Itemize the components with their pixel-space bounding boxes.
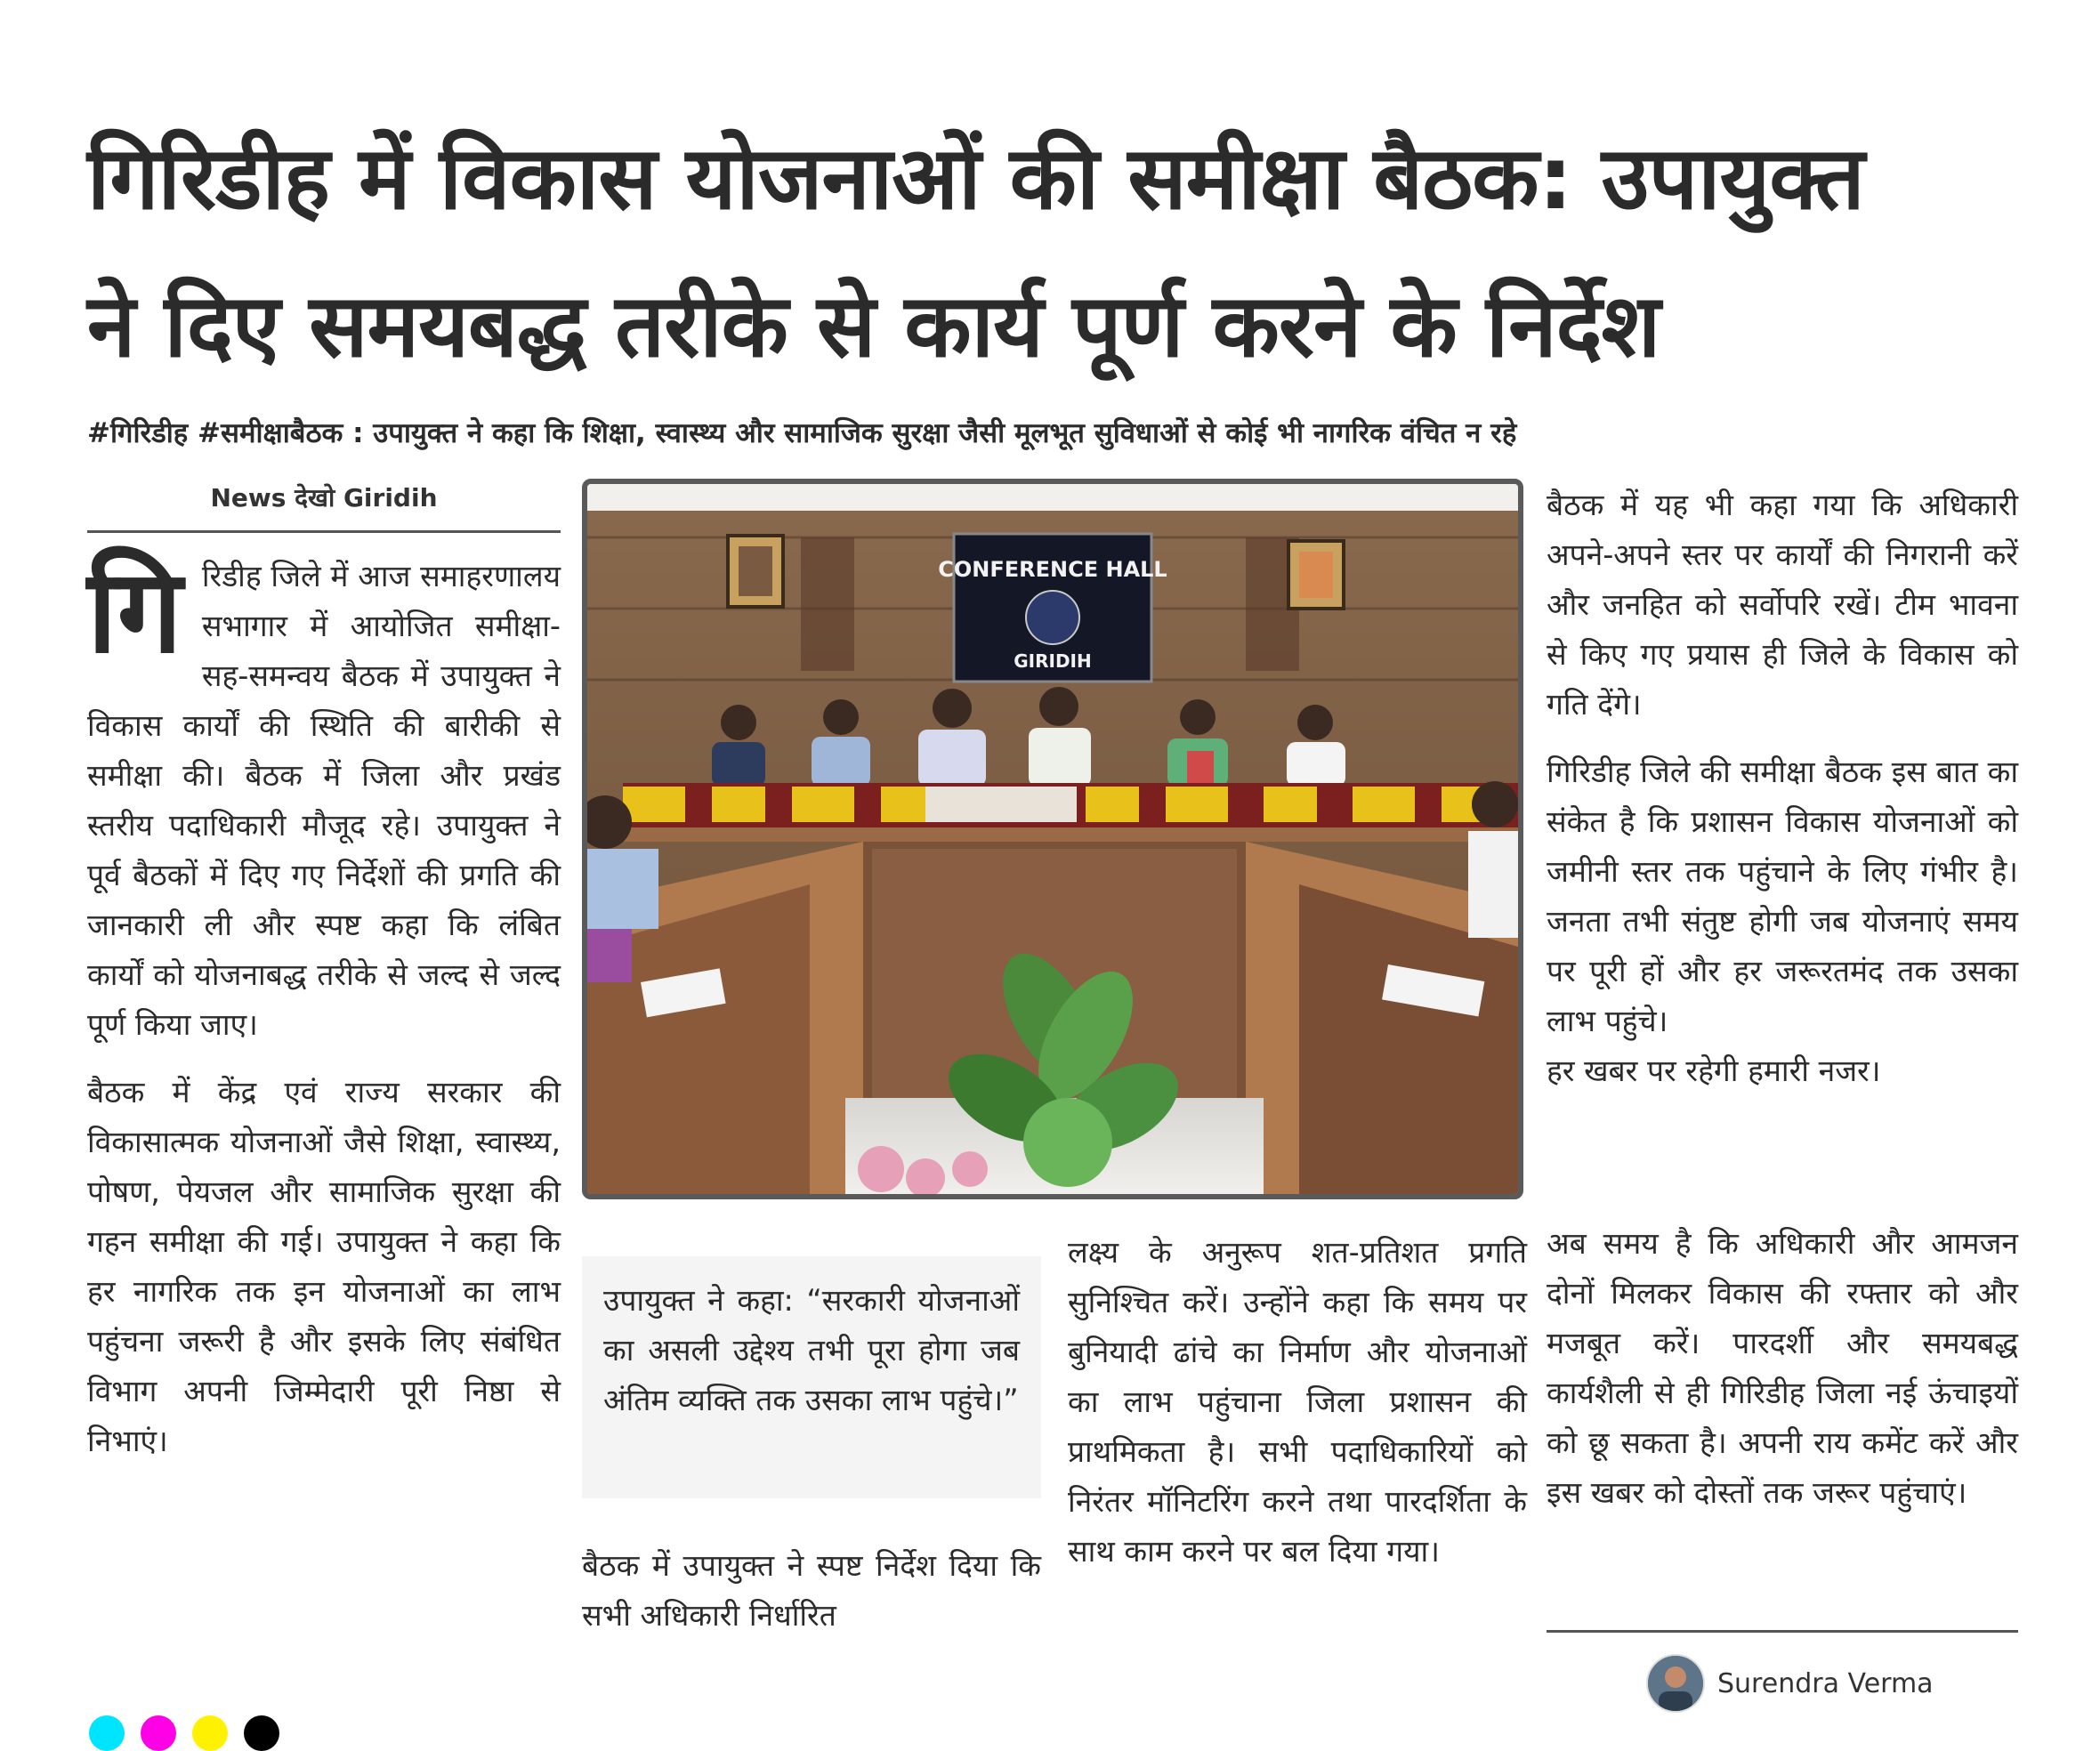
headline bbox=[87, 105, 2027, 400]
byline: News देखो Giridih bbox=[87, 480, 561, 533]
author-name: Surendra Verma bbox=[1717, 1667, 1934, 1699]
article-paragraph: बैठक में उपायुक्त ने स्पष्ट निर्देश दिया कि सभी अधिकारी निर्धारित bbox=[582, 1548, 1041, 1633]
headline-line-1: गिरिडीह में विकास योजनाओं की समीक्षा बैठक: उपायुक्त bbox=[87, 128, 1864, 230]
article-paragraph bbox=[87, 544, 561, 1050]
article-paragraph: बैठक में केंद्र एवं राज्य सरकार की विकासात्मक योजनाओं जैसे शिक्षा, स्वास्थ्य, पोषण, पेयजल और सामाजिक सुरक्षा की गहन समीक्षा की गई। उपायुक्त ने कहा कि हर नागरिक तक इन योजनाओं का लाभ पहुंचना जरूरी है और इसके लिए संबंधित विभाग अपनी जिम्मेदारी पूरी निष्ठा से निभाएं। bbox=[87, 1075, 561, 1458]
article-paragraph: हर खबर पर रहेगी हमारी नजर। bbox=[1547, 1053, 1881, 1088]
article-column-3-continued bbox=[1547, 1219, 2018, 1536]
conference-hall-image bbox=[587, 484, 1518, 1194]
black-dot bbox=[244, 1715, 279, 1751]
article-paragraph: बैठक में यह भी कहा गया कि अधिकारी अपने-अपने स्तर पर कार्यों की निगरानी करें और जनहित को सर्वोपरि रखें। टीम भावना से किए गए प्रयास ही जिले के विकास को गति देंगे। bbox=[1547, 488, 2018, 722]
article-column-2-continued bbox=[1068, 1228, 1527, 1594]
article-column-2 bbox=[582, 1541, 1041, 1658]
headline-line-2: ने दिए समयबद्ध तरीके से कार्य पूर्ण करने के निर्देश bbox=[87, 276, 1660, 377]
pull-quote: उपायुक्त ने कहा: “सरकारी योजनाओं का असली उद्देश्य तभी पूरा होगा जब अंतिम व्यक्ति तक उसका लाभ पहुंचे।” bbox=[582, 1256, 1041, 1498]
avatar-icon bbox=[1648, 1656, 1703, 1711]
article-paragraph: गिरिडीह जिले की समीक्षा बैठक इस बात का संकेत है कि प्रशासन विकास योजनाओं को जमीनी स्तर तक पहुंचाने के लिए गंभीर है। जनता तभी संतुष्ट होगी जब योजनाएं समय पर पूरी हों और हर जरूरतमंद तक उसका लाभ पहुंचे। bbox=[1547, 754, 2018, 1038]
article-paragraph: लक्ष्य के अनुरूप शत-प्रतिशत प्रगति सुनिश्चित करें। उन्होंने कहा कि समय पर बुनियादी ढांचे का निर्माण और योजनाओं का लाभ पहुंचाना जिला प्रशासन की प्राथमिकता है। सभी पदाधिकारियों को निरंतर मॉनिटरिंग करने तथा पारदर्शिता के साथ काम करने पर बल दिया गया। bbox=[1068, 1235, 1527, 1569]
yellow-dot bbox=[192, 1715, 228, 1751]
author-credit bbox=[1646, 1655, 1934, 1712]
author-divider bbox=[1547, 1630, 2018, 1633]
article-paragraph: अब समय है कि अधिकारी और आमजन दोनों मिलकर विकास की रफ्तार को और मजबूत करें। पारदर्शी और समयबद्ध कार्यशैली से ही गिरिडीह जिला नई ऊंचाइयों को छू सकता है। अपनी राय कमेंट करें और इस खबर को दोस्तों तक जरूर पहुंचाएं। bbox=[1547, 1226, 2018, 1510]
meeting-photo bbox=[582, 479, 1523, 1199]
article-column-1 bbox=[87, 544, 561, 1484]
drop-cap: गि bbox=[87, 544, 182, 679]
sign-title: CONFERENCE HALL bbox=[938, 557, 1167, 582]
author-avatar bbox=[1646, 1654, 1705, 1713]
paragraph-text: रिडीह जिले में आज समाहरणालय सभागार में आयोजित समीक्षा-सह-समन्वय बैठक में उपायुक्त ने विकास कार्यों की स्थिति की बारीकी से समीक्षा की। बैठक में जिला और प्रखंड स्तरीय पदाधिकारी मौजूद रहे। उपायुक्त ने पूर्व बैठकों में दिए गए निर्देशों की प्रगति की जानकारी ली और स्पष्ट कहा कि लंबित कार्यों को योजनाबद्ध तरीके से जल्द से जल्द पूर्ण किया जाए। bbox=[87, 559, 561, 1042]
sign-subtitle: GIRIDIH bbox=[1014, 650, 1092, 672]
article-column-3 bbox=[1547, 480, 2018, 1114]
cyan-dot bbox=[89, 1715, 125, 1751]
cmyk-registration-dots bbox=[89, 1715, 279, 1751]
magenta-dot bbox=[141, 1715, 176, 1751]
subheadline: #गिरिडीह #समीक्षाबैठक : उपायुक्त ने कहा कि शिक्षा, स्वास्थ्य और सामाजिक सुरक्षा जैसी मूलभूत सुविधाओं से कोई भी नागरिक वंचित न रहे bbox=[87, 417, 1517, 449]
